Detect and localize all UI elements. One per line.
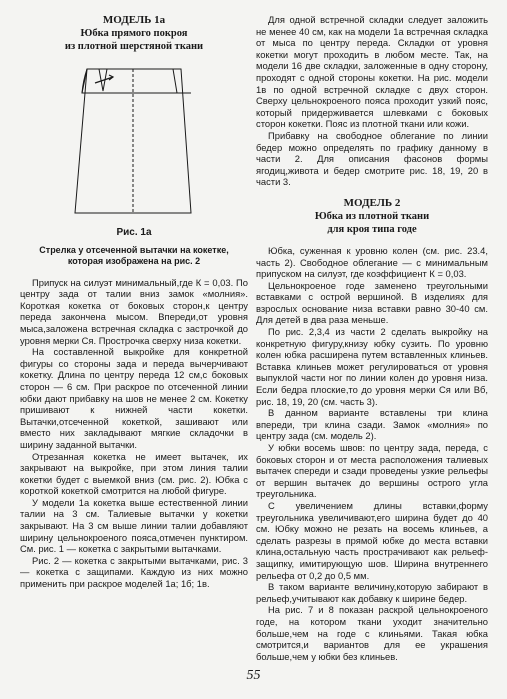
paragraph: Юбка, суженная к уровню колен (см. рис. 23.4, часть 2). Свободное облегание — с минимальным припуском на силуэт, где коэффициент К = 0,03. bbox=[256, 244, 488, 280]
page-number: 55 bbox=[246, 668, 261, 683]
figure-1a-caption bbox=[20, 245, 248, 267]
paragraph: С увеличением длины вставки,форму треугольника увеличивают,его ширина будет до 40 см. Юбку можно не резать на восемь клиньев, а сделать разрезы в прямой юбке до места вставки клина,остальную часть прострачивают как рельеф-защипку, имитирующую шов. Ширина внутреннего рельефа от 0,2 до 0,5 мм. bbox=[256, 499, 488, 581]
paragraph: У модели 1а кокетка выше естественной линии талии на 3 см. Талиевые вытачки у кокетки закрывают. На 3 см выше линии талии добавляют ширину цельнокроеного пояса,отмечен пунктиром. См. рис. 1 — кокетка с закрытыми вытачками. bbox=[20, 496, 248, 555]
model-2-title: МОДЕЛЬ 2 bbox=[343, 196, 401, 209]
paragraph: У юбки восемь швов: по центру зада, переда, с боковых сторон и от места расположения талиевых вытачек спереди и сзади проведены узкие рельефы от вершин вытачек до вершины острого угла треугольника. bbox=[256, 442, 488, 500]
paragraph: Рис. 2 — кокетка с закрытыми вытачками, рис. 3 — кокетка с защипами. Каждую из них можно применить при раскрое моделей 1а; 1б; 1в. bbox=[20, 554, 248, 590]
model-1a-heading bbox=[20, 14, 248, 53]
left-column bbox=[20, 14, 248, 590]
paragraph: На рис. 7 и 8 показан раскрой цельнокроеного годе, на котором ткани уходит значительно больше,чем на годе с клиньями. Такая юбка смотрится,и вариантов для ее украшения больше,чем у юбки без клиньев. bbox=[256, 604, 488, 662]
figure-caption-line: которая изображена на рис. 2 bbox=[67, 255, 201, 266]
model-2-subtitle-2: для кроя типа годе bbox=[327, 223, 417, 235]
right-column bbox=[256, 14, 488, 662]
model-1a-title: МОДЕЛЬ 1а bbox=[102, 14, 166, 26]
paragraph: На составленной выкройке для конкретной фигуры со стороны зада и переда вычерчивают кокетку. Длина по центру переда 12 см,с боковых сторон — 6 см. При раскрое по отсеченной линии юбки дают прибавку на шов не менее 2 см. Кокетку пришивают к нижней части кокетки. Вытачки,отсеченной кокеткой, зашивают или вместо них закладывают мягкие складочки в ширину заданной вытачки. bbox=[20, 346, 248, 450]
figure-caption-line: Стрелка у отсеченной вытачки на кокетке, bbox=[39, 244, 229, 255]
paragraph: По рис. 2,3,4 из части 2 сделать выкройку на конкретную фигуру,книзу юбку сузить. По уровню колен юбка расширена путем вставленных клиньев. Вставка клиньев может регулироваться от уровня выпуклой части ног по линии колен до уровня низа. Если бедра плоские,то до уровня мерки Ся или Вб, рис. 18, 19, 20 (см. часть 3). bbox=[256, 326, 488, 407]
paragraph: В данном варианте вставлены три клина впереди, три клина сзади. Замок «молния» по центру зада (см. модель 2). bbox=[256, 407, 488, 442]
figure-1a-title: Рис. 1а bbox=[116, 227, 152, 238]
model-1a-subtitle: Юбка прямого покроя bbox=[80, 28, 188, 39]
model-2-heading bbox=[256, 197, 488, 236]
paragraph: Для одной встречной складки следует заложить не менее 40 см, как на модели 1а встречная складка от мыса по центру переда. Складки от уровня кокетки могут проходить в любом месте. Так, на модели 16 две складки, заложенные в одну сторону, проходят с одной стороны кокетки. На рис. модели 1в по одной встречной складке с двух сторон. Сверху цельнокроеного пояса проходит узкий пояс, который придерживается шлевками с боковых сторон кокетки. Пояс из плотной ткани или кожи. bbox=[256, 14, 488, 130]
paragraph: В таком варианте величину,которую забирают в рельеф,учитывают как добавку к ширине бедер. bbox=[256, 581, 488, 604]
model-2-subtitle: Юбка из плотной ткани bbox=[314, 210, 430, 222]
paragraph: Прибавку на свободное облегание по линии бедер можно определять по графику данному в части 2. Для описания фасонов формы ягодиц,живота и бедер смотрите рис. 18, 19, 20 в части 3. bbox=[256, 129, 488, 188]
paragraph: Цельнокроеное годе заменено треугольными вставками с острой вершиной. В изделиях для взрослых основание низа вставки равно 30-40 см. Для детей в два раза меньше. bbox=[256, 279, 488, 326]
skirt-pattern-figure bbox=[73, 61, 195, 221]
model-1a-subtitle-2: из плотной шерстяной ткани bbox=[64, 41, 204, 52]
paragraph: Отрезанная кокетка не имеет вытачек, их закрывают на выкройке, при этом линия талии кокетки будет с выемкой вниз (см. рис. 2). Юбка с короткой кокеткой смотрится на любой фигуре. bbox=[20, 450, 248, 497]
paragraph: Припуск на силуэт минимальный,где К = 0,03. По центру зада от талии вниз замок «молния». Короткая кокетка от боковых сторон,к центру переда закончена мысом. Впереди,от уровня мыса,заложена встречная складка с застрочкой до уровня мерки Ся. Прострочка сверху низа кокетки. bbox=[20, 276, 248, 346]
